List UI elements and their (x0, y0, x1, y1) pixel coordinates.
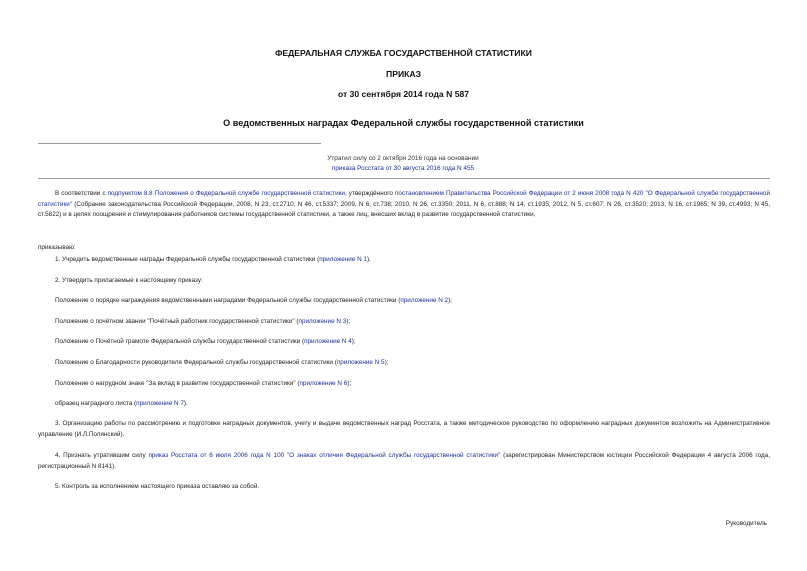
approved-item-3-end: ); (351, 338, 356, 345)
approved-item-4-end: ); (384, 359, 389, 366)
document-date-number: от 30 сентября 2014 года N 587 (337, 89, 470, 99)
approved-item-6-end: ). (183, 400, 188, 407)
approved-item-3 (55, 337, 770, 348)
item-4-end: (зарегистрирован Министерством юстиции Российской Федерации 4 августа 2006 года, регистрационный N 8141). (38, 452, 770, 470)
intro-text-2: , утверждённого (344, 190, 395, 197)
appendix-2-link[interactable]: приложение N 2 (400, 297, 449, 304)
approved-item-4-text: Положение о Благодарности руководителя Федеральной службы государственной статистики ( (55, 359, 337, 366)
approved-item-1 (55, 296, 770, 307)
approved-item-5-text: Положение о нагрудном знаке "За вклад в развитие государственной статистики" ( (55, 380, 300, 387)
item-1-text: 1. Учредить ведомственные награды Федеральной службы государственной статистики ( (55, 256, 320, 263)
approved-item-1-text: Положение о порядке награждения ведомственными наградами Федеральной службы государственной статистики ( (55, 297, 401, 304)
approved-item-2 (55, 317, 770, 328)
item-1-end: ). (366, 256, 371, 263)
signature-title: Руководитель (725, 520, 767, 527)
item-4 (38, 451, 770, 472)
intro-link-decree[interactable]: постановлением Правительства Российской Федерации от 2 июня 2008 года N 420 "О Федеральной службе государственной статистики" (38, 190, 770, 208)
document-type: ПРИКАЗ (386, 69, 421, 79)
intro-text-3: (Собрание законодательства Российской Федерации, 2008, N 23, ст.2710; N 46, ст.5337; 2009, N 6, ст.738; 2010, N 26, ст.3350; 2011, N 6, ст.888; N 14, ст.1935; 2012, N 5, ст.607; N 26, ст.3520; 2013, N 16, ст.1965; N 39, ст.4993; N 45, ст.5822) и в целях поощрения и стимулирования работников системы государственной статистики, а также лиц, внесших вклад в развитие государственной статистики, (38, 200, 770, 219)
approved-item-6 (55, 399, 770, 410)
intro-text-1: В соответствии с (55, 190, 108, 197)
approved-item-6-text: образец наградного листа ( (55, 400, 137, 407)
divider-short (38, 143, 321, 144)
status-note-text: Утратил силу со 2 октября 2016 года на основании (327, 155, 479, 162)
approved-item-2-text: Положение о почётном звании "Почётный работник государственной статистики" ( (55, 318, 299, 325)
appendix-4-link[interactable]: приложение N 4 (304, 338, 352, 345)
item-4-text: 4. Признать утратившим силу (55, 452, 149, 459)
item-2: 2. Утвердить прилагаемые к настоящему приказу: (55, 277, 203, 284)
approved-item-4 (55, 358, 770, 369)
appendix-3-link[interactable]: приложение N 3 (298, 318, 347, 325)
repealed-order-link[interactable]: приказ Росстата от 6 июля 2006 года N 100 "О знаках отличия Федеральной службы государственной статистики" (148, 452, 501, 459)
item-5: 5. Контроль за исполнением настоящего приказа оставляю за собой. (55, 483, 260, 490)
order-word: приказываю: (38, 244, 76, 251)
agency-title: ФЕДЕРАЛЬНАЯ СЛУЖБА ГОСУДАРСТВЕННОЙ СТАТИСТИКИ (275, 48, 532, 58)
intro-paragraph (38, 189, 770, 221)
approved-item-3-text: Положение о Почётной грамоте Федеральной службы государственной статистики ( (55, 338, 305, 345)
item-1 (55, 255, 770, 266)
approved-item-5 (55, 379, 770, 390)
appendix-7-link[interactable]: приложение N 7 (136, 400, 184, 407)
divider-long (38, 178, 770, 179)
appendix-6-link[interactable]: приложение N 6 (299, 380, 348, 387)
document-subject: О ведомственных наградах Федеральной службы государственной статистики (223, 118, 584, 128)
approved-item-1-end: ); (448, 297, 452, 304)
appendix-1-link[interactable]: приложение N 1 (319, 256, 367, 263)
approved-item-2-end: ); (346, 318, 351, 325)
item-3: 3. Организацию работы по рассмотрению и подготовке наградных документов, учету и выдаче ведомственных наград Росстата, а также методическое руководство по оформлению наградных документов возложить на Административное управление (И.Л.Полянский). (38, 420, 770, 438)
intro-link-regulation[interactable]: подпунктом 8.8 Положения о Федеральной службе государственной статистики (107, 190, 345, 197)
approved-item-5-end: ); (347, 380, 352, 387)
status-note-link[interactable]: приказа Росстата от 30 августа 2016 года N 455 (331, 165, 475, 172)
appendix-5-link[interactable]: приложение N 5 (336, 359, 385, 366)
